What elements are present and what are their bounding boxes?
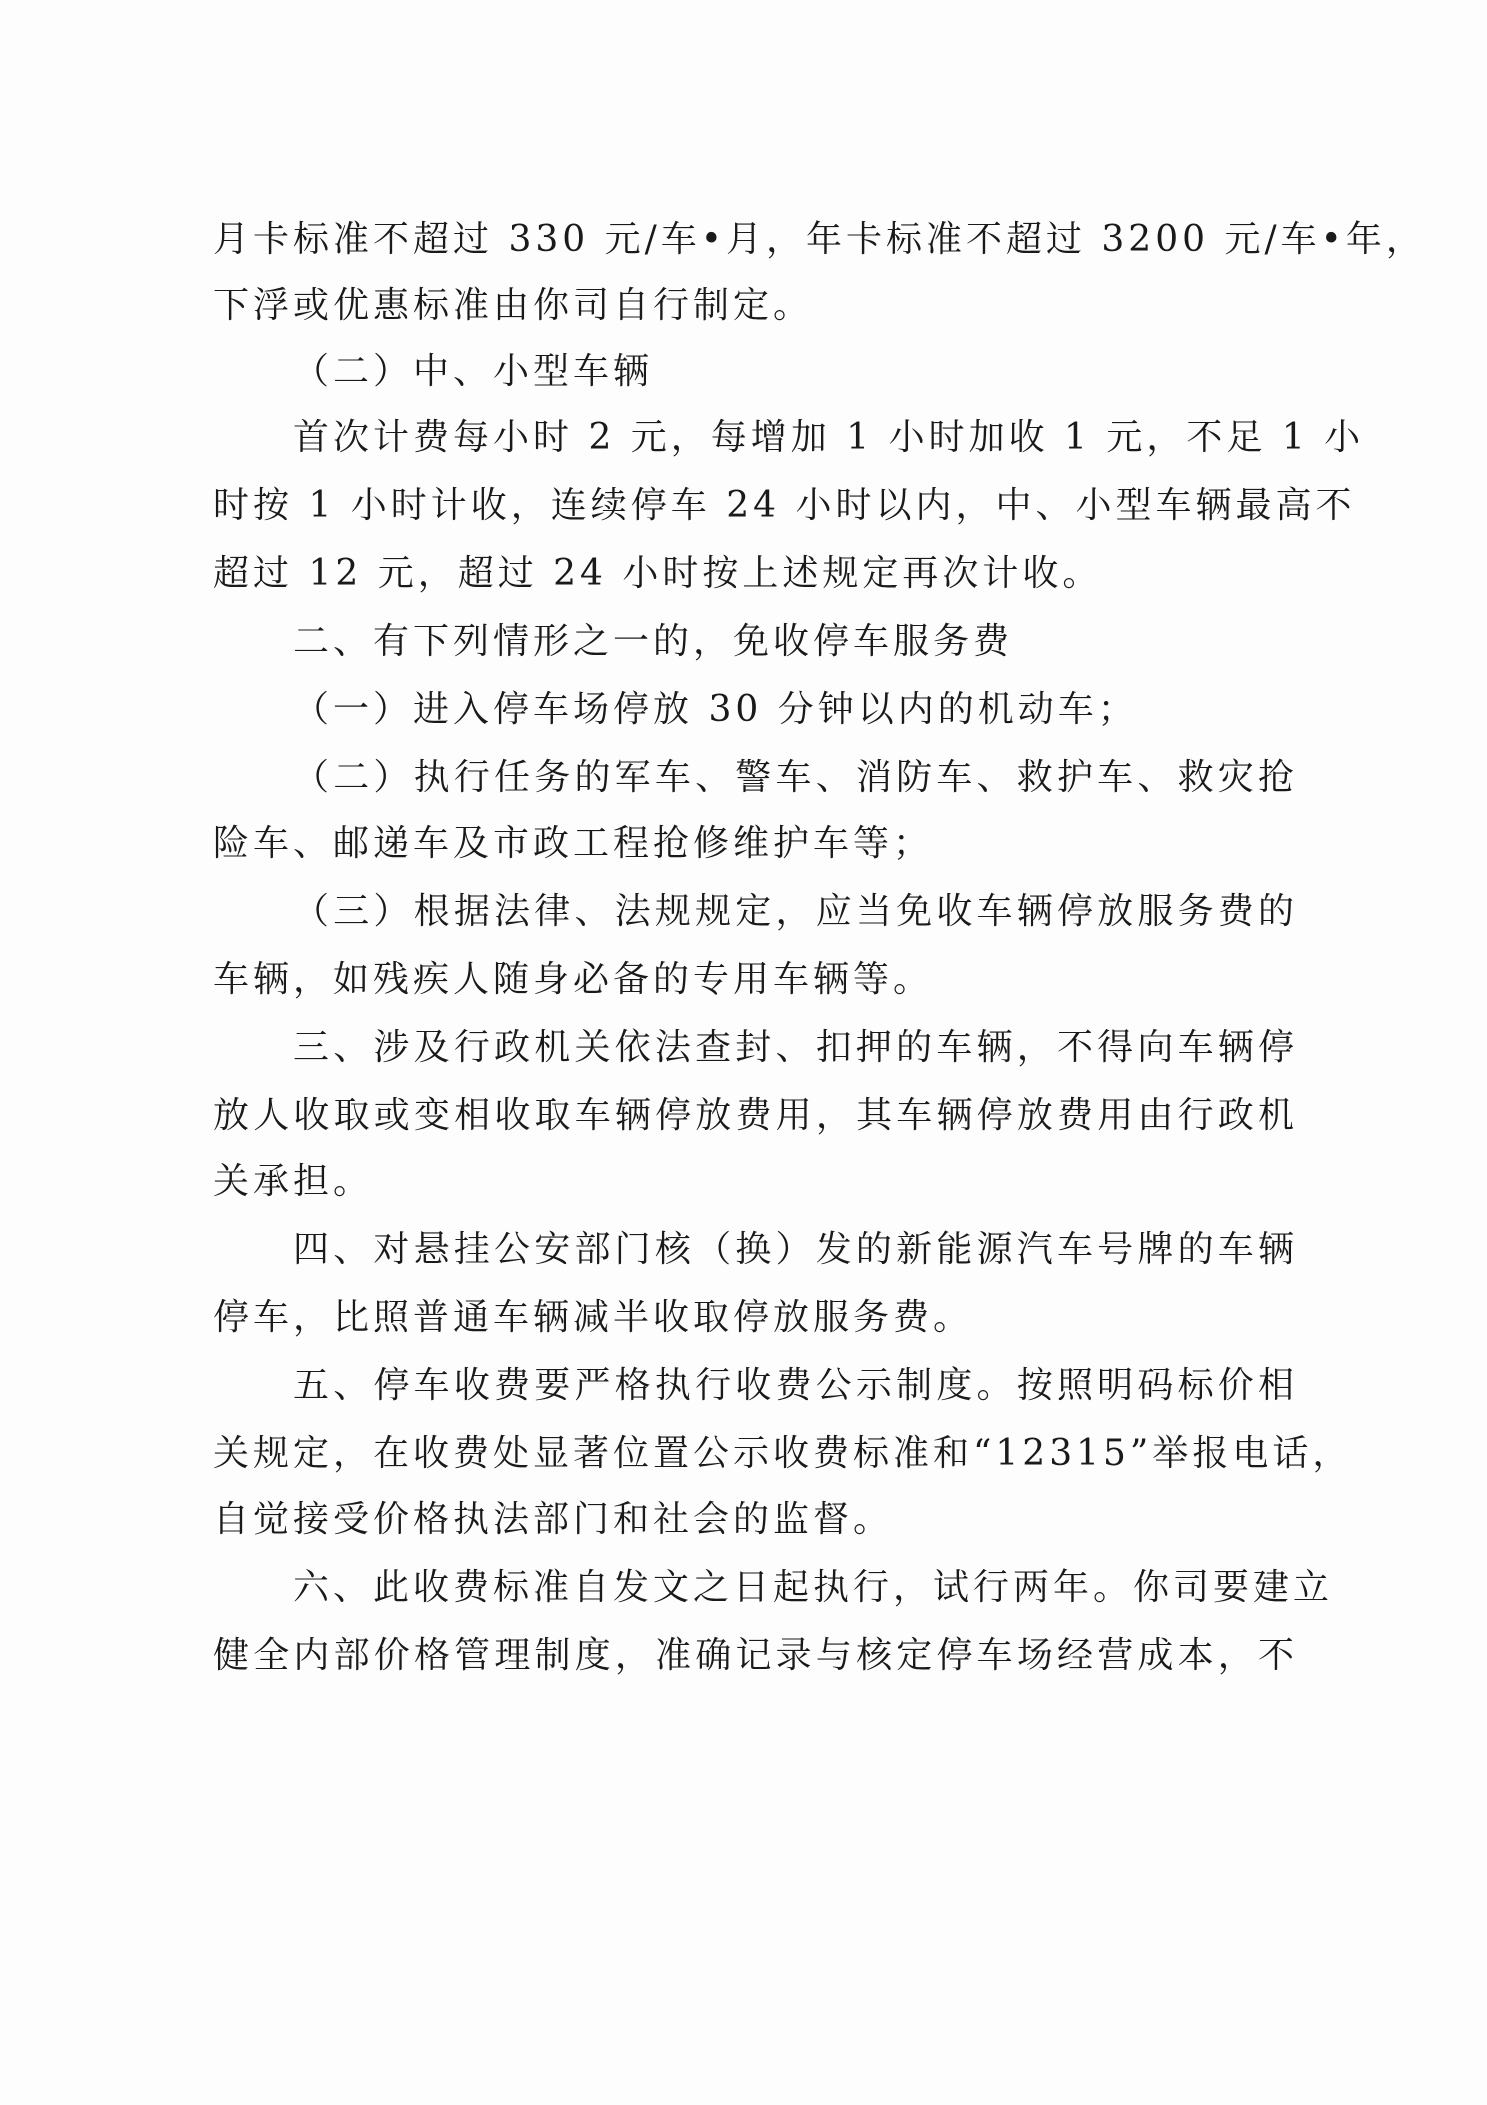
text-line: 超过 12 元，超过 24 小时按上述规定再次计收。 [213,553,1103,594]
section-heading: 二、有下列情形之一的，免收停车服务费 [293,621,1014,662]
text-line: 车辆，如残疾人随身必备的专用车辆等。 [213,959,934,1000]
text-line: 四、对悬挂公安部门核（换）发的新能源汽车号牌的车辆 [293,1229,1298,1270]
text-line: 停车，比照普通车辆减半收取停放服务费。 [213,1297,974,1338]
text-line: 月卡标准不超过 330 元/车•月，年卡标准不超过 3200 元/车•年， [213,219,1426,260]
text-line: （二）执行任务的军车、警车、消防车、救护车、救灾抢 [293,757,1298,798]
text-line: 下浮或优惠标准由你司自行制定。 [213,285,814,326]
text-line: 三、涉及行政机关依法查封、扣押的车辆，不得向车辆停 [293,1027,1298,1068]
text-line: 关承担。 [213,1161,374,1202]
text-line: 关规定，在收费处显著位置公示收费标准和“12315”举报电话， [213,1433,1353,1474]
text-line: 险车、邮递车及市政工程抢修维护车等； [213,823,934,864]
section-heading: （二）中、小型车辆 [293,351,654,392]
text-line: 健全内部价格管理制度，准确记录与核定停车场经营成本，不 [213,1635,1298,1676]
text-line: 自觉接受价格执法部门和社会的监督。 [213,1499,894,1540]
text-line: 五、停车收费要严格执行收费公示制度。按照明码标价相 [293,1365,1298,1406]
text-line: 六、此收费标准自发文之日起执行，试行两年。你司要建立 [293,1567,1334,1608]
text-line: 放人收取或变相收取车辆停放费用，其车辆停放费用由行政机 [213,1095,1298,1136]
text-line: （三）根据法律、法规规定，应当免收车辆停放服务费的 [293,891,1298,932]
text-line: 首次计费每小时 2 元，每增加 1 小时加收 1 元，不足 1 小 [293,417,1365,458]
text-line: （一）进入停车场停放 30 分钟以内的机动车； [293,689,1138,730]
text-line: 时按 1 小时计收，连续停车 24 小时以内，中、小型车辆最高不 [213,485,1356,526]
